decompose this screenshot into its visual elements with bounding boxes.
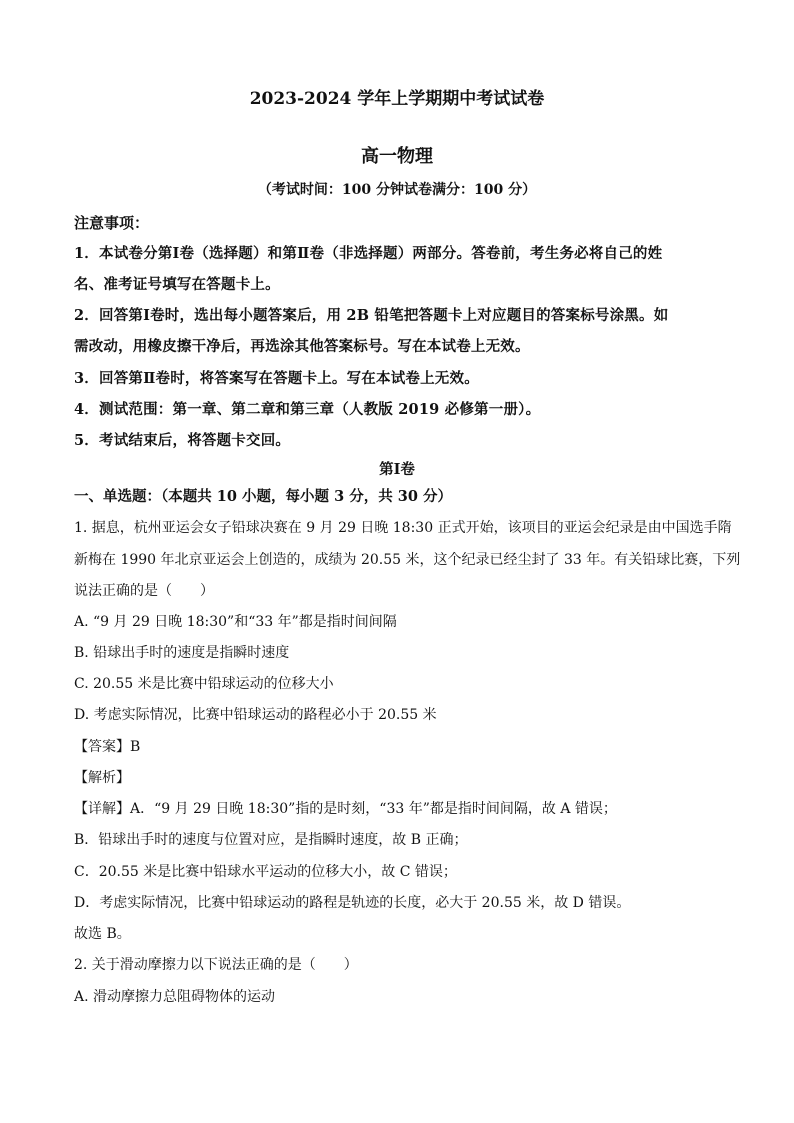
option-d: D. 考虑实际情况，比赛中铅球运动的路程必小于 20.55 米 <box>74 707 437 723</box>
question-stem-line: 新梅在 1990 年北京亚运会上创造的，成绩为 20.55 米，这个纪录已经尘封了 33 年。有关铅球比赛，下列 <box>74 552 741 568</box>
note-line: 1．本试卷分第Ⅰ卷（选择题）和第Ⅱ卷（非选择题）两部分。答卷前，考生务必将自己的姓 <box>74 245 663 262</box>
option-b: B. 铅球出手时的速度是指瞬时速度 <box>74 645 290 661</box>
analysis-line: 【详解】A．“9 月 29 日晚 18:30”指的是时刻，“33 年”都是指时间间隔，故 A 错误； <box>74 801 617 817</box>
note-line: 3．回答第Ⅱ卷时，将答案写在答题卡上。写在本试卷上无效。 <box>74 370 479 387</box>
question-stem-line: 1. 据息，杭州亚运会女子铅球决赛在 9 月 29 日晚 18:30 正式开始，该项目的亚运会纪录是由中国选手隋 <box>74 520 732 536</box>
analysis-line: C．20.55 米是比赛中铅球水平运动的位移大小，故 C 错误； <box>74 864 457 880</box>
subject-title: 高一物理 <box>361 146 433 167</box>
analysis-line: B．铅球出手时的速度与位置对应，是指瞬时速度，故 B 正确； <box>74 832 468 848</box>
option-c: C. 20.55 米是比赛中铅球运动的位移大小 <box>74 676 334 692</box>
section-heading: 一、单选题：（本题共 10 小题，每小题 3 分，共 30 分） <box>74 488 452 505</box>
analysis-label: 【解析】 <box>74 770 130 786</box>
notes-heading: 注意事项： <box>74 214 150 232</box>
answer-label: 【答案】B <box>74 739 141 755</box>
option-a: A. 滑动摩擦力总阻碍物体的运动 <box>74 989 276 1005</box>
option-a: A. “9 月 29 日晚 18:30”和“33 年”都是指时间间隔 <box>74 614 397 630</box>
question-stem-line: 2. 关于滑动摩擦力以下说法正确的是（ ） <box>74 957 358 973</box>
note-line: 5．考试结束后，将答题卡交回。 <box>74 432 291 449</box>
question-stem-line: 说法正确的是（ ） <box>74 583 214 599</box>
analysis-line: D．考虑实际情况，比赛中铅球运动的路程是轨迹的长度，必大于 20.55 米，故 D 错误。 <box>74 895 631 911</box>
exam-title: 2023-2024 学年上学期期中考试试卷 <box>249 89 545 109</box>
note-line: 2．回答第Ⅰ卷时，选出每小题答案后，用 2B 铅笔把答题卡上对应题目的答案标号涂黑。如 <box>74 307 669 324</box>
note-line: 需改动，用橡皮擦干净后，再选涂其他答案标号。写在本试卷上无效。 <box>74 338 530 355</box>
note-line: 4．测试范围：第一章、第二章和第三章（人教版 2019 必修第一册）。 <box>74 401 541 418</box>
exam-info: （考试时间：100 分钟试卷满分：100 分） <box>257 182 537 198</box>
note-line: 名、准考证号填写在答题卡上。 <box>74 276 280 293</box>
volume-label: 第Ⅰ卷 <box>379 461 415 478</box>
analysis-line: 故选 B。 <box>74 926 131 942</box>
